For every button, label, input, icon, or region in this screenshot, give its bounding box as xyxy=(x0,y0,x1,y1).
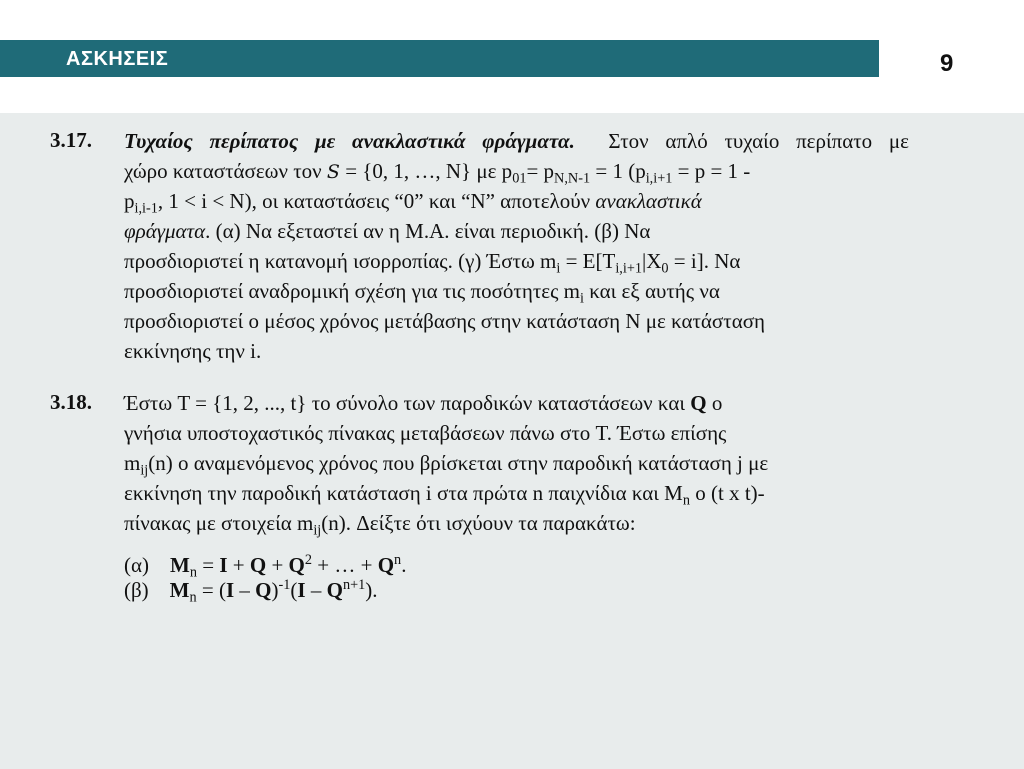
ex317-line-5 xyxy=(124,246,909,276)
ex318-line-2: γνήσια υποστοχαστικός πίνακας μεταβάσεων πάνω στο T. Έστω επίσης xyxy=(124,421,727,445)
formula-b-eq: = ( xyxy=(196,578,226,602)
formula-b-sub: n xyxy=(189,589,197,606)
formula-a-eq: = xyxy=(196,553,220,577)
formula-a-Q2: Q xyxy=(288,553,305,577)
formula-b-sup1: -1 xyxy=(278,577,291,594)
formula-b-sup2: n+1 xyxy=(342,577,366,594)
formula-a-plus2: + xyxy=(266,553,289,577)
ex317-l5-c: |X xyxy=(642,249,662,273)
formula-b-open2: ( xyxy=(290,578,298,602)
ex318-l1-q: Q xyxy=(690,391,707,415)
formula-a-Qn: Q xyxy=(377,553,395,577)
exercise-3-18-number: 3.18. xyxy=(50,390,92,414)
ex318-l4-b: ο (t x t)- xyxy=(690,481,765,505)
formula-b-I2: I xyxy=(297,578,306,602)
ex317-l3-b: , 1 < i < N), οι καταστάσεις “0” και “N” αποτελούν xyxy=(157,189,591,213)
ex317-line-2 xyxy=(124,156,909,187)
ex317-l4-it: φράγματα xyxy=(124,219,206,243)
formula-a-plus3: + … + xyxy=(312,553,378,577)
ex318-l3-sub: ij xyxy=(140,462,149,479)
ex317-l2-sub2: N,N-1 xyxy=(554,170,591,187)
ex317-l6-b: και εξ αυτής να xyxy=(583,279,720,303)
ex318-l1-b: ο xyxy=(706,391,723,415)
ex317-l5-sub2: i,i+1 xyxy=(615,260,643,277)
ex318-formula-b xyxy=(124,575,909,605)
ex317-l2-c: = p xyxy=(526,159,555,183)
ex317-l2-sub3: i,i+1 xyxy=(645,170,673,187)
formula-b-minus1: – xyxy=(234,578,256,602)
ex317-l6-a: προσδιοριστεί αναδρομική σχέση για τις ποσότητες m xyxy=(124,279,581,303)
header-title: ΑΣΚΗΣΕΙΣ xyxy=(66,48,169,70)
ex317-l5-sub1: i xyxy=(556,260,561,277)
ex317-l2-sub1: 01 xyxy=(512,170,527,187)
ex318-l5-sub: ij xyxy=(313,522,322,539)
ex318-line-3 xyxy=(124,448,909,478)
ex318-l3-a: m xyxy=(124,451,141,475)
ex317-l3-a: p xyxy=(124,189,135,213)
ex317-l5-d: = i]. Να xyxy=(668,249,741,273)
ex317-line-8: εκκίνησης την i. xyxy=(124,339,262,363)
ex318-line-1 xyxy=(124,388,909,418)
formula-b-Q1: Q xyxy=(255,578,272,602)
formula-b-Q2: Q xyxy=(326,578,343,602)
formula-a-M: M xyxy=(170,553,190,577)
ex318-l5-b: (n). Δείξτε ότι ισχύουν τα παρακάτω: xyxy=(321,511,636,535)
ex317-l5-a: προσδιοριστεί η κατανομή ισορροπίας. (γ) Έστω m xyxy=(124,249,557,273)
ex318-l1-a: Έστω T = {1, 2, ..., t} το σύνολο των παροδικών καταστάσεων και xyxy=(124,391,691,415)
formula-b-M: M xyxy=(169,578,190,602)
formula-b-I1: I xyxy=(225,578,235,602)
ex318-line-4 xyxy=(124,478,909,508)
formula-a-label: (α) xyxy=(124,553,149,577)
ex317-l6-sub: i xyxy=(580,290,584,307)
ex317-line-1 xyxy=(124,126,909,156)
ex317-l5-b: = E[T xyxy=(560,249,616,273)
ex317-l2-a: χώρο καταστάσεων τον xyxy=(124,159,322,183)
formula-a-sub: n xyxy=(189,564,197,581)
ex317-title: Τυχαίος περίπατος με ανακλαστικά φράγματα. xyxy=(124,129,575,153)
ex318-l3-b: (n) ο αναμενόμενος χρόνος που βρίσκεται στην παροδική κατάσταση j με xyxy=(148,451,769,475)
page-number: 9 xyxy=(940,50,954,77)
ex317-l2-d: = 1 (p xyxy=(590,159,646,183)
ex317-l2-b: = {0, 1, …, N} με p xyxy=(339,159,513,183)
ex317-l5-sub3: 0 xyxy=(661,260,669,277)
ex318-l5-a: πίνακας με στοιχεία m xyxy=(124,511,314,535)
ex318-line-5 xyxy=(124,508,909,538)
formula-b-label: (β) xyxy=(124,578,149,602)
state-space-symbol: S xyxy=(326,161,340,183)
ex317-line-3 xyxy=(124,186,909,216)
formula-b-close1: ) xyxy=(271,578,279,602)
exercise-3-17-number: 3.17. xyxy=(50,128,92,152)
ex318-l4-sub: n xyxy=(682,492,690,509)
ex317-l3-it: ανακλαστικά xyxy=(595,189,702,213)
ex317-l2-e: = p = 1 - xyxy=(672,159,751,183)
formula-b-end: ). xyxy=(365,578,378,602)
ex317-line-4 xyxy=(124,216,909,246)
formula-a-sup2: 2 xyxy=(304,552,313,569)
ex317-l4-b: . (α) Να εξεταστεί αν η Μ.Α. είναι περιοδική. (β) Να xyxy=(205,219,651,243)
formula-a-Q1: Q xyxy=(249,553,267,577)
formula-b-minus2: – xyxy=(305,578,327,602)
ex317-l1-tail: Στον απλό τυχαίο περίπατο με xyxy=(608,129,909,153)
formula-a-end: . xyxy=(401,553,407,577)
ex317-line-6 xyxy=(124,276,909,306)
ex317-l3-sub: i,i-1 xyxy=(134,200,158,217)
formula-a-supn: n xyxy=(394,552,402,569)
ex317-line-7: προσδιοριστεί ο μέσος χρόνος μετάβασης στην κατάσταση N με κατάσταση xyxy=(124,309,765,333)
ex318-l4-a: εκκίνηση την παροδική κατάσταση i στα πρώτα n παιχνίδια και M xyxy=(124,481,683,505)
formula-a-plus1: + xyxy=(227,553,250,577)
formula-a-I: I xyxy=(219,553,228,577)
